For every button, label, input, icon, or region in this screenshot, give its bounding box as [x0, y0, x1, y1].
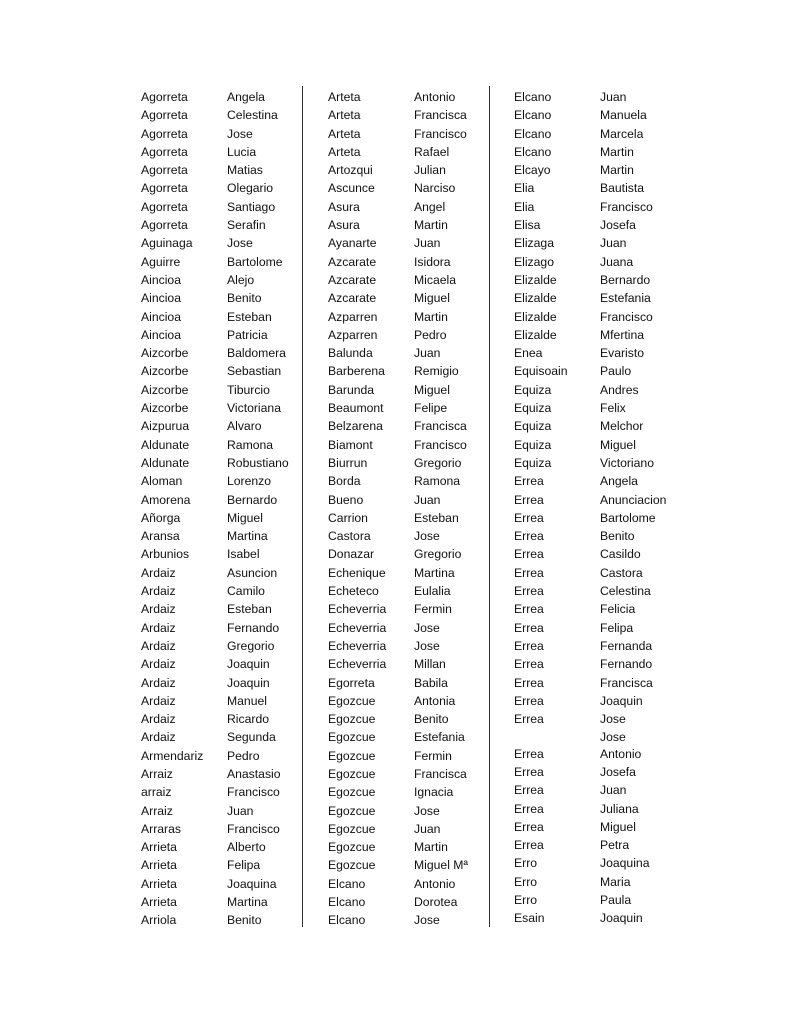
surname: Echeverria: [328, 620, 387, 635]
given-name: Sebastian: [227, 364, 282, 379]
given-name: Alvaro: [227, 419, 262, 434]
given-name: Esteban: [414, 510, 459, 525]
surname: Egozcue: [328, 766, 376, 781]
given-name: Antonia: [414, 693, 456, 708]
given-name: Juan: [227, 803, 254, 818]
given-name: Miguel: [600, 437, 636, 452]
surname: Agorreta: [141, 90, 188, 104]
surname: Belzarena: [328, 419, 383, 434]
surname: Arrieta: [141, 840, 177, 855]
given-name: Benito: [600, 529, 635, 544]
given-name: Lorenzo: [227, 474, 272, 489]
surname: Elizago: [514, 254, 554, 269]
given-name: Maria: [600, 874, 631, 889]
surname: Errea: [514, 675, 544, 690]
surname: Ardaiz: [141, 584, 176, 599]
given-name: Jose: [414, 620, 440, 635]
surname: Artozqui: [328, 163, 373, 178]
surname: Elizalde: [514, 272, 557, 287]
surname: Errea: [514, 693, 544, 708]
given-name: Angel: [414, 199, 446, 214]
given-name: Benito: [414, 712, 449, 727]
surname: Errea: [514, 838, 544, 853]
given-name: Fernando: [600, 657, 653, 672]
surname: Elcano: [328, 876, 366, 891]
surname: Donazar: [328, 547, 375, 562]
surname: Arbunios: [141, 547, 190, 562]
column-divider-2: [489, 86, 490, 927]
surname: Arteta: [328, 90, 361, 104]
surname: Egozcue: [328, 858, 376, 873]
surname: Elcano: [328, 895, 366, 910]
given-name: Jose: [600, 730, 626, 745]
surname: Aransa: [141, 529, 180, 544]
given-name: Esteban: [227, 309, 272, 324]
given-name: Patricia: [227, 327, 268, 342]
surname: Aizpurua: [141, 419, 190, 434]
given-name: Joaquin: [600, 911, 643, 926]
given-name: Miguel: [227, 510, 263, 525]
given-name: Bautista: [600, 181, 645, 196]
given-name: Anastasio: [227, 766, 281, 781]
given-name: Baldomera: [227, 346, 286, 361]
given-name: Jose: [414, 913, 440, 928]
given-name: Gregorio: [414, 455, 462, 470]
surname: Erro: [514, 874, 538, 889]
given-name: Petra: [600, 838, 630, 853]
surname: Aincioa: [141, 291, 181, 306]
surname: Arrieta: [141, 895, 177, 910]
surname: Arrieta: [141, 876, 177, 891]
surname: Echeteco: [328, 584, 379, 599]
given-name: Juan: [414, 236, 441, 251]
given-name: Jose: [227, 126, 253, 141]
given-name: Olegario: [227, 181, 274, 196]
given-name: Juan: [600, 783, 627, 798]
surname: Equiza: [514, 437, 552, 452]
given-name: Joaquin: [227, 675, 270, 690]
surname: Arteta: [328, 144, 361, 159]
given-name: Martina: [227, 895, 268, 910]
surname: Elizaga: [514, 236, 554, 251]
surname: Egozcue: [328, 693, 376, 708]
surname: Agorreta: [141, 144, 188, 159]
surname: Aloman: [141, 474, 183, 489]
surname: Aizcorbe: [141, 382, 189, 397]
surname: Errea: [514, 819, 544, 834]
surname: Asura: [328, 218, 360, 233]
given-name: Robustiano: [227, 455, 289, 470]
given-name: Felipe: [414, 401, 448, 416]
surname: Equiza: [514, 382, 552, 397]
surname: Errea: [514, 547, 544, 562]
given-name: Esteban: [227, 602, 272, 617]
surname: Armendariz: [141, 748, 204, 763]
given-name: Paula: [600, 893, 632, 908]
given-name: Andres: [600, 382, 639, 397]
given-name: Angela: [600, 474, 638, 489]
surname: Borda: [328, 474, 361, 489]
given-name: Anunciacion: [600, 492, 667, 507]
given-name: Marcela: [600, 126, 644, 141]
surname: Egozcue: [328, 803, 376, 818]
surname: Ardaiz: [141, 693, 176, 708]
surname: arraiz: [141, 785, 172, 800]
surname: Errea: [514, 584, 544, 599]
given-name: Francisca: [600, 675, 653, 690]
given-name: Francisca: [414, 419, 467, 434]
given-name: Lucia: [227, 144, 257, 159]
surname: Errea: [514, 764, 544, 779]
surname: Azcarate: [328, 272, 377, 287]
given-name: Miguel Mª: [414, 858, 468, 873]
given-name: Santiago: [227, 199, 276, 214]
given-name: Joaquin: [600, 693, 643, 708]
given-name: Bartolome: [227, 254, 283, 269]
surname: Elcano: [514, 144, 552, 159]
given-name: Ramona: [414, 474, 461, 489]
given-name: Melchor: [600, 419, 644, 434]
surname: Elcano: [514, 90, 552, 104]
given-name: Benito: [227, 913, 262, 928]
surname: Egozcue: [328, 821, 376, 836]
given-name: Juan: [600, 90, 627, 104]
surname: Egozcue: [328, 712, 376, 727]
surname: Esain: [514, 911, 545, 926]
surname: Agorreta: [141, 181, 188, 196]
given-name: Remigio: [414, 364, 459, 379]
given-name: Jose: [414, 638, 440, 653]
surname: Arteta: [328, 108, 361, 123]
surname: Ardaiz: [141, 565, 176, 580]
surname: Balunda: [328, 346, 373, 361]
given-name: Miguel: [414, 382, 450, 397]
surname: Errea: [514, 657, 544, 672]
given-name: Juan: [414, 346, 441, 361]
surname: Enea: [514, 346, 543, 361]
surname: Biamont: [328, 437, 373, 452]
surname: Errea: [514, 712, 544, 727]
surname: Añorga: [141, 510, 181, 525]
surname: Agorreta: [141, 218, 188, 233]
surname: Castora: [328, 529, 371, 544]
surname: Aincioa: [141, 309, 181, 324]
surname: Errea: [514, 783, 544, 798]
surname: Arriola: [141, 913, 177, 928]
surname: Echeverria: [328, 657, 387, 672]
given-name: Victoriana: [227, 401, 281, 416]
given-name: Manuel: [227, 693, 267, 708]
given-name: Antonio: [414, 876, 456, 891]
given-name: Alejo: [227, 272, 255, 287]
given-name: Bernardo: [227, 492, 278, 507]
surname: Equisoain: [514, 364, 568, 379]
column-divider-1: [302, 86, 303, 927]
surname: Asura: [328, 199, 360, 214]
given-name: Tiburcio: [227, 382, 270, 397]
surname: Errea: [514, 510, 544, 525]
given-name: Martina: [227, 529, 268, 544]
surname: Ardaiz: [141, 657, 176, 672]
given-name: Pedro: [414, 327, 447, 342]
surname: Ayanarte: [328, 236, 377, 251]
given-name: Martin: [600, 163, 634, 178]
surname: Echeverria: [328, 602, 387, 617]
surname: Errea: [514, 620, 544, 635]
surname: Elcano: [328, 913, 366, 928]
given-name: Segunda: [227, 730, 276, 745]
given-name: Joaquin: [227, 657, 270, 672]
surname: Barberena: [328, 364, 385, 379]
given-name: Fermin: [414, 748, 452, 763]
surname: Azparren: [328, 327, 378, 342]
surname: Ardaiz: [141, 602, 176, 617]
surname: Ardaiz: [141, 730, 176, 745]
surname: Arraiz: [141, 766, 173, 781]
surname: Ascunce: [328, 181, 375, 196]
given-name: Felicia: [600, 602, 636, 617]
given-name: Ricardo: [227, 712, 269, 727]
given-name: Miguel: [414, 291, 450, 306]
given-name: Victoriano: [600, 455, 654, 470]
given-name: Castora: [600, 565, 643, 580]
given-name: Asuncion: [227, 565, 278, 580]
given-name: Fernanda: [600, 638, 653, 653]
given-name: Julian: [414, 163, 446, 178]
surname: Elizalde: [514, 309, 557, 324]
given-name: Fernando: [227, 620, 280, 635]
surname: Azcarate: [328, 291, 377, 306]
given-name: Juan: [414, 492, 441, 507]
surname: Ardaiz: [141, 675, 176, 690]
surname: Ardaiz: [141, 620, 176, 635]
surname: Agorreta: [141, 199, 188, 214]
given-name: Francisco: [227, 821, 280, 836]
given-name: Francisco: [600, 309, 653, 324]
surname: Arraiz: [141, 803, 173, 818]
surname: Errea: [514, 801, 544, 816]
given-name: Martina: [414, 565, 455, 580]
given-name: Joaquina: [600, 856, 650, 871]
given-name: Angela: [227, 90, 265, 104]
given-name: Pedro: [227, 748, 260, 763]
surname: Egozcue: [328, 785, 376, 800]
given-name: Josefa: [600, 218, 636, 233]
given-name: Jose: [414, 803, 440, 818]
given-name: Isidora: [414, 254, 451, 269]
surname: Aldunate: [141, 455, 190, 470]
given-name: Francisco: [227, 785, 280, 800]
given-name: Francisco: [600, 199, 653, 214]
given-name: Bernardo: [600, 272, 651, 287]
given-name: Martin: [600, 144, 634, 159]
given-name: Manuela: [600, 108, 647, 123]
given-name: Benito: [227, 291, 262, 306]
surname: Biurrun: [328, 455, 368, 470]
given-name: Celestina: [227, 108, 278, 123]
surname: Aizcorbe: [141, 346, 189, 361]
given-name: Isabel: [227, 547, 260, 562]
given-name: Rafael: [414, 144, 450, 159]
surname: Erro: [514, 856, 538, 871]
surname: Erro: [514, 893, 538, 908]
given-name: Antonio: [600, 746, 642, 761]
given-name: Millan: [414, 657, 446, 672]
given-name: Celestina: [600, 584, 651, 599]
given-name: Fermin: [414, 602, 452, 617]
surname: Elizalde: [514, 327, 557, 342]
given-name: Jose: [414, 529, 440, 544]
given-name: Felix: [600, 401, 626, 416]
surname: Elcayo: [514, 163, 551, 178]
given-name: Josefa: [600, 764, 636, 779]
given-name: Martin: [414, 309, 448, 324]
surname: Amorena: [141, 492, 191, 507]
surname: Egozcue: [328, 748, 376, 763]
given-name: Ramona: [227, 437, 274, 452]
surname: Aguirre: [141, 254, 181, 269]
surname: Agorreta: [141, 126, 188, 141]
surname: Aizcorbe: [141, 401, 189, 416]
given-name: Jose: [600, 712, 626, 727]
given-name: Bartolome: [600, 510, 656, 525]
given-name: Juana: [600, 254, 634, 269]
surname: Echeverria: [328, 638, 387, 653]
given-name: Felipa: [600, 620, 634, 635]
given-name: Martin: [414, 218, 448, 233]
surname: Bueno: [328, 492, 364, 507]
given-name: Ignacia: [414, 785, 454, 800]
surname: Arteta: [328, 126, 361, 141]
given-name: Camilo: [227, 584, 265, 599]
surname: Elia: [514, 199, 535, 214]
given-name: Dorotea: [414, 895, 458, 910]
surname: Equiza: [514, 401, 552, 416]
given-name: Francisco: [414, 437, 467, 452]
given-name: Alberto: [227, 840, 266, 855]
surname: Errea: [514, 602, 544, 617]
surname: Equiza: [514, 455, 552, 470]
given-name: Micaela: [414, 272, 456, 287]
surname: Arrieta: [141, 858, 177, 873]
given-name: Gregorio: [227, 638, 275, 653]
surname: Beaumont: [328, 401, 384, 416]
surname: Elisa: [514, 218, 541, 233]
given-name: Estefania: [414, 730, 465, 745]
surname: Barunda: [328, 382, 375, 397]
given-name: Miguel: [600, 819, 636, 834]
given-name: Juan: [600, 236, 627, 251]
surname: Ardaiz: [141, 712, 176, 727]
surname: Echenique: [328, 565, 386, 580]
surname: Elia: [514, 181, 535, 196]
surname: Aldunate: [141, 437, 190, 452]
surname: Azcarate: [328, 254, 377, 269]
surname: Elcano: [514, 108, 552, 123]
surname: Aizcorbe: [141, 364, 189, 379]
surname: Ardaiz: [141, 638, 176, 653]
surname: Arraras: [141, 821, 181, 836]
surname: Equiza: [514, 419, 552, 434]
given-name: Antonio: [414, 90, 456, 104]
given-name: Narciso: [414, 181, 456, 196]
surname: Carrion: [328, 510, 368, 525]
given-name: Estefania: [600, 291, 651, 306]
given-name: Mfertina: [600, 327, 645, 342]
given-name: Casildo: [600, 547, 641, 562]
surname: Egorreta: [328, 675, 375, 690]
given-name: Eulalia: [414, 584, 451, 599]
surname: Errea: [514, 746, 544, 761]
given-name: Francisco: [414, 126, 467, 141]
given-name: Babila: [414, 675, 448, 690]
surname: Aguinaga: [141, 236, 193, 251]
surname: Errea: [514, 492, 544, 507]
surname: Errea: [514, 565, 544, 580]
surname: Errea: [514, 529, 544, 544]
surname: Agorreta: [141, 108, 188, 123]
surname: Egozcue: [328, 730, 376, 745]
surname: Elcano: [514, 126, 552, 141]
surname: Agorreta: [141, 163, 188, 178]
surname: Aincioa: [141, 272, 181, 287]
given-name: Joaquina: [227, 876, 277, 891]
given-name: Matias: [227, 163, 263, 178]
given-name: Evaristo: [600, 346, 645, 361]
surname: Azparren: [328, 309, 378, 324]
given-name: Jose: [227, 236, 253, 251]
given-name: Juan: [414, 821, 441, 836]
surname: Aincioa: [141, 327, 181, 342]
given-name: Francisca: [414, 108, 467, 123]
given-name: Paulo: [600, 364, 632, 379]
surname: Errea: [514, 638, 544, 653]
given-name: Francisca: [414, 766, 467, 781]
surname: Errea: [514, 474, 544, 489]
surname: Egozcue: [328, 840, 376, 855]
given-name: Felipa: [227, 858, 261, 873]
given-name: Martin: [414, 840, 448, 855]
given-name: Serafin: [227, 218, 266, 233]
given-name: Gregorio: [414, 547, 462, 562]
given-name: Juliana: [600, 801, 639, 816]
surname: Elizalde: [514, 291, 557, 306]
